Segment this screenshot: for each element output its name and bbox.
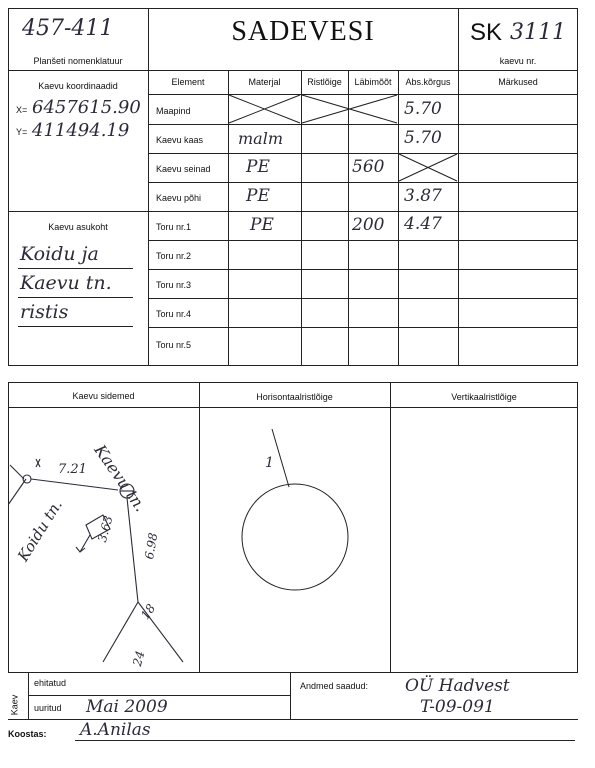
- row-material: PE: [250, 215, 274, 235]
- author-value: A.Anilas: [80, 720, 151, 740]
- col-element: Element: [171, 77, 205, 87]
- row-element: Toru nr.5: [156, 340, 192, 350]
- street-label-2: Koidu tn.: [14, 496, 66, 565]
- distance-4: 18: [138, 601, 159, 623]
- row-element: Kaevu seinad: [156, 164, 211, 174]
- pipe-marker: 1: [265, 455, 274, 471]
- well-number: 3111: [510, 20, 566, 45]
- row-elevation: 5.70: [404, 99, 442, 119]
- location-line-2: Kaevu tn.: [20, 272, 112, 294]
- distance-2: 3.63: [95, 514, 116, 544]
- row-element: Toru nr.4: [156, 309, 192, 319]
- well-prefix: SK: [470, 19, 503, 46]
- crossed-cell-material-maapind: [228, 94, 301, 124]
- row-material: malm: [238, 129, 283, 148]
- crossed-cell-section-maapind: [301, 94, 398, 124]
- sheet-label: Planšeti nomenklatuur: [33, 56, 123, 66]
- row-diameter: 200: [352, 215, 385, 235]
- row-diameter: 560: [352, 157, 385, 177]
- crossed-cell-elevation-seinad: [398, 153, 458, 182]
- row-element: Toru nr.3: [156, 280, 192, 290]
- col-material: Materjal: [248, 77, 281, 87]
- sketch-col-horizontal: Horisontaalristlõige: [256, 392, 333, 402]
- row-element: Toru nr.1: [156, 222, 192, 232]
- row-material: PE: [246, 157, 270, 177]
- col-elevation: Abs.kõrgus: [405, 77, 451, 87]
- row-element: Kaevu kaas: [156, 135, 204, 145]
- row-elevation: 5.70: [404, 128, 442, 148]
- surveyed-value: Mai 2009: [86, 697, 168, 717]
- distance-1: 7.21: [58, 462, 87, 477]
- distance-5: 24: [130, 649, 148, 668]
- location-heading: Kaevu asukoht: [48, 222, 108, 232]
- data-source-value-2: T-09-091: [420, 697, 495, 717]
- x-label: X=: [16, 105, 28, 115]
- location-line-1: Koidu ja: [20, 243, 99, 265]
- sketch-col-vertical: Vertikaalristlõige: [451, 392, 517, 402]
- x-value: 6457615.90: [32, 97, 141, 118]
- row-element: Kaevu põhi: [156, 193, 202, 203]
- distance-3: 6.98: [142, 531, 161, 561]
- y-label: Y=: [16, 127, 28, 137]
- data-source-label: Andmed saadud:: [300, 681, 369, 691]
- col-notes: Märkused: [498, 77, 538, 87]
- location-line-3: ristis: [20, 301, 69, 323]
- footer-section-label: Kaev: [9, 694, 20, 716]
- surveyed-label: uuritud: [34, 703, 62, 713]
- page-title: SADEVESI: [231, 16, 375, 47]
- data-source-value-1: OÜ Hadvest: [405, 676, 510, 696]
- sheet-number: 457-411: [22, 16, 114, 41]
- well-label: kaevu nr.: [499, 56, 537, 66]
- street-label-1: Kaevu tn.: [90, 441, 151, 516]
- col-diameter: Läbimõõt: [354, 77, 392, 87]
- horizontal-section-drawing: [199, 407, 390, 672]
- row-element: Maapind: [156, 106, 191, 116]
- coordinates-heading: Kaevu koordinaadid: [38, 81, 118, 91]
- row-element: Toru nr.2: [156, 251, 192, 261]
- col-section: Ristlõige: [307, 77, 342, 87]
- y-value: 411494.19: [32, 120, 130, 141]
- row-elevation: 3.87: [404, 186, 442, 206]
- author-label: Koostas:: [8, 729, 47, 739]
- row-material: PE: [246, 186, 270, 206]
- sketch-col-connections: Kaevu sidemed: [72, 391, 135, 401]
- built-label: ehitatud: [34, 678, 67, 688]
- row-elevation: 4.47: [404, 214, 442, 234]
